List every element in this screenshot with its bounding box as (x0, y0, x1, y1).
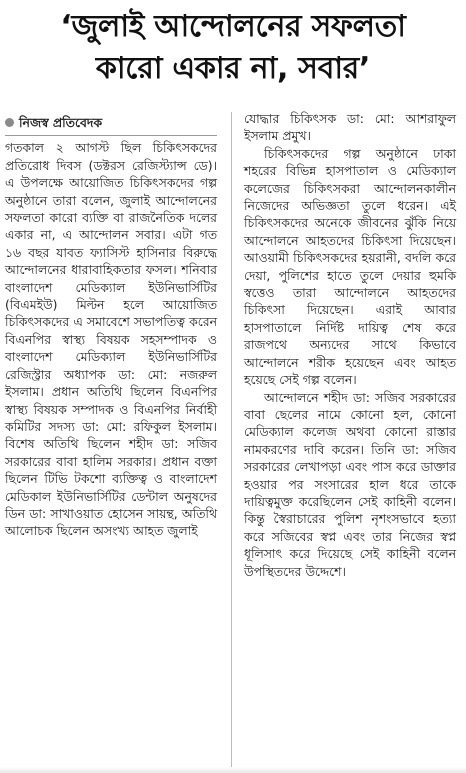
headline (6, 6, 460, 90)
paragraph: গতকাল ২ আগস্ট ছিল চিকিৎসকদের প্রতিরোধ দিবস (ডক্টরস রেজিস্ট্যান্স ডে)। এ উপলক্ষে আয়োজিত চিকিৎসকদের গল্প অনুষ্ঠানে তারা বলেন, জুলাই আন্দোলনের সফলতা কারো ব্যক্তি বা রাজনৈতিক দলের একার না, এ আন্দোলন সবার। এটা গত ১৬ বছর যাবত ফ্যাসিস্ট হাসিনার বিরুদ্ধে আন্দোলনের ধারাবাহিকতার ফসল। শনিবার বাংলাদেশ মেডিক্যাল ইউনিভার্সিটির (বিএমইউ) মিল্টন হলে আয়োজিত চিকিৎসকদের এ সমাবেশে সভাপতিত্ব করেন বিএনপির স্বাস্থ্য বিষয়ক সহসম্পাদক ও বাংলাদেশ মেডিক্যাল ইউনিভার্সিটির রেজিস্ট্রার অধ্যাপক ডা: মো: নজরুল ইসলাম। প্রধান অতিথি ছিলেন বিএনপির স্বাস্থ্য বিষয়ক সম্পাদক ও বিএনপির নির্বাহী কমিটির সদস্য ডা: মো: রফিকুল ইসলাম। বিশেষ অতিথি ছিলেন শহীদ ডা: সজিব সরকারের বাবা হালিম সরকার। প্রধান বক্তা ছিলেন টিভি টকশো ব্যক্তিত্ব ও বাংলাদেশ মেডিকাল ইউনিভার্সিটির ডেন্টাল অনুষদের ডিন ডা: সাখাওয়াত হোসেন সায়ন্থ, অতিথি আলোচক ছিলেন অসংখ্য আহত জুলাই (5, 140, 217, 539)
byline-text: নিজস্ব প্রতিবেদক (19, 115, 103, 130)
column-divider (231, 112, 232, 767)
byline-rule (5, 135, 217, 136)
byline (5, 114, 217, 131)
bullet-icon (5, 118, 14, 127)
headline-line-2: কারো একার না, সবার’ (95, 51, 371, 86)
headline-line-1: ‘জুলাই আন্দোলনের সফলতা (60, 9, 406, 44)
page-bottom-edge (0, 767, 466, 773)
paragraph: আন্দোলনে শহীদ ডা: সজিব সরকারের বাবা ছেলের নামে কোনো হল, কোনো মেডিক্যাল কলেজ অথবা কোনো রাস্তার নামকরণের দাবি করেন। তিনি ডা: সজিব সরকারের লেখাপড়া এবং পাস করে ডাক্তার হওয়ার পর সংসারের হাল ধরে তাকে দায়িত্বমুক্ত করেছিলেন সেই কাহিনী বলেন। কিন্তু স্বৈরাচারের পুলিশ নৃশংসভাবে হত্যা করে সজিবের স্বপ্ন এবং তার নিজের স্বপ্ন ধূলিসাৎ করে দিয়েছে সেই কাহিনী বলেন উপস্থিতদের উদ্দেশে। (244, 389, 456, 579)
paragraph: চিকিৎসকদের গল্প অনুষ্ঠানে ঢাকা শহরের বিভিন্ন হাসপাতাল ও মেডিক্যাল কলেজের চিকিৎসকরা আন্দোলনকালীন নিজেদের অভিজ্ঞতা তুলে ধরেন। এই চিকিৎসকদের অনেকে জীবনের ঝুঁকি নিয়ে আন্দোলনে আহতদের চিকিৎসা দিয়েছেন। আওয়ামী চিকিৎসকদের হয়রানী, বদলি করে দেয়া, পুলিশের হাতে তুলে দেয়ার হুমকি স্বত্তেও তারা আন্দোলনে আহতদের চিকিৎসা দিয়েছেন। এরাই আবার হাসপাতালে নির্দিষ্ট দায়িত্ব শেষ করে রাজপথে অন্যদের সাথে কিভাবে আন্দোলনে শরীক হয়েছেন এবং আহত হয়েছে সেই গল্প বলেন। (244, 145, 456, 388)
article-column-right (244, 110, 456, 580)
article-column-left (5, 110, 217, 540)
paragraph: যোদ্ধার চিকিৎসক ডা: মো: আশরাফুল ইসলাম প্রমুখ। (244, 111, 456, 144)
